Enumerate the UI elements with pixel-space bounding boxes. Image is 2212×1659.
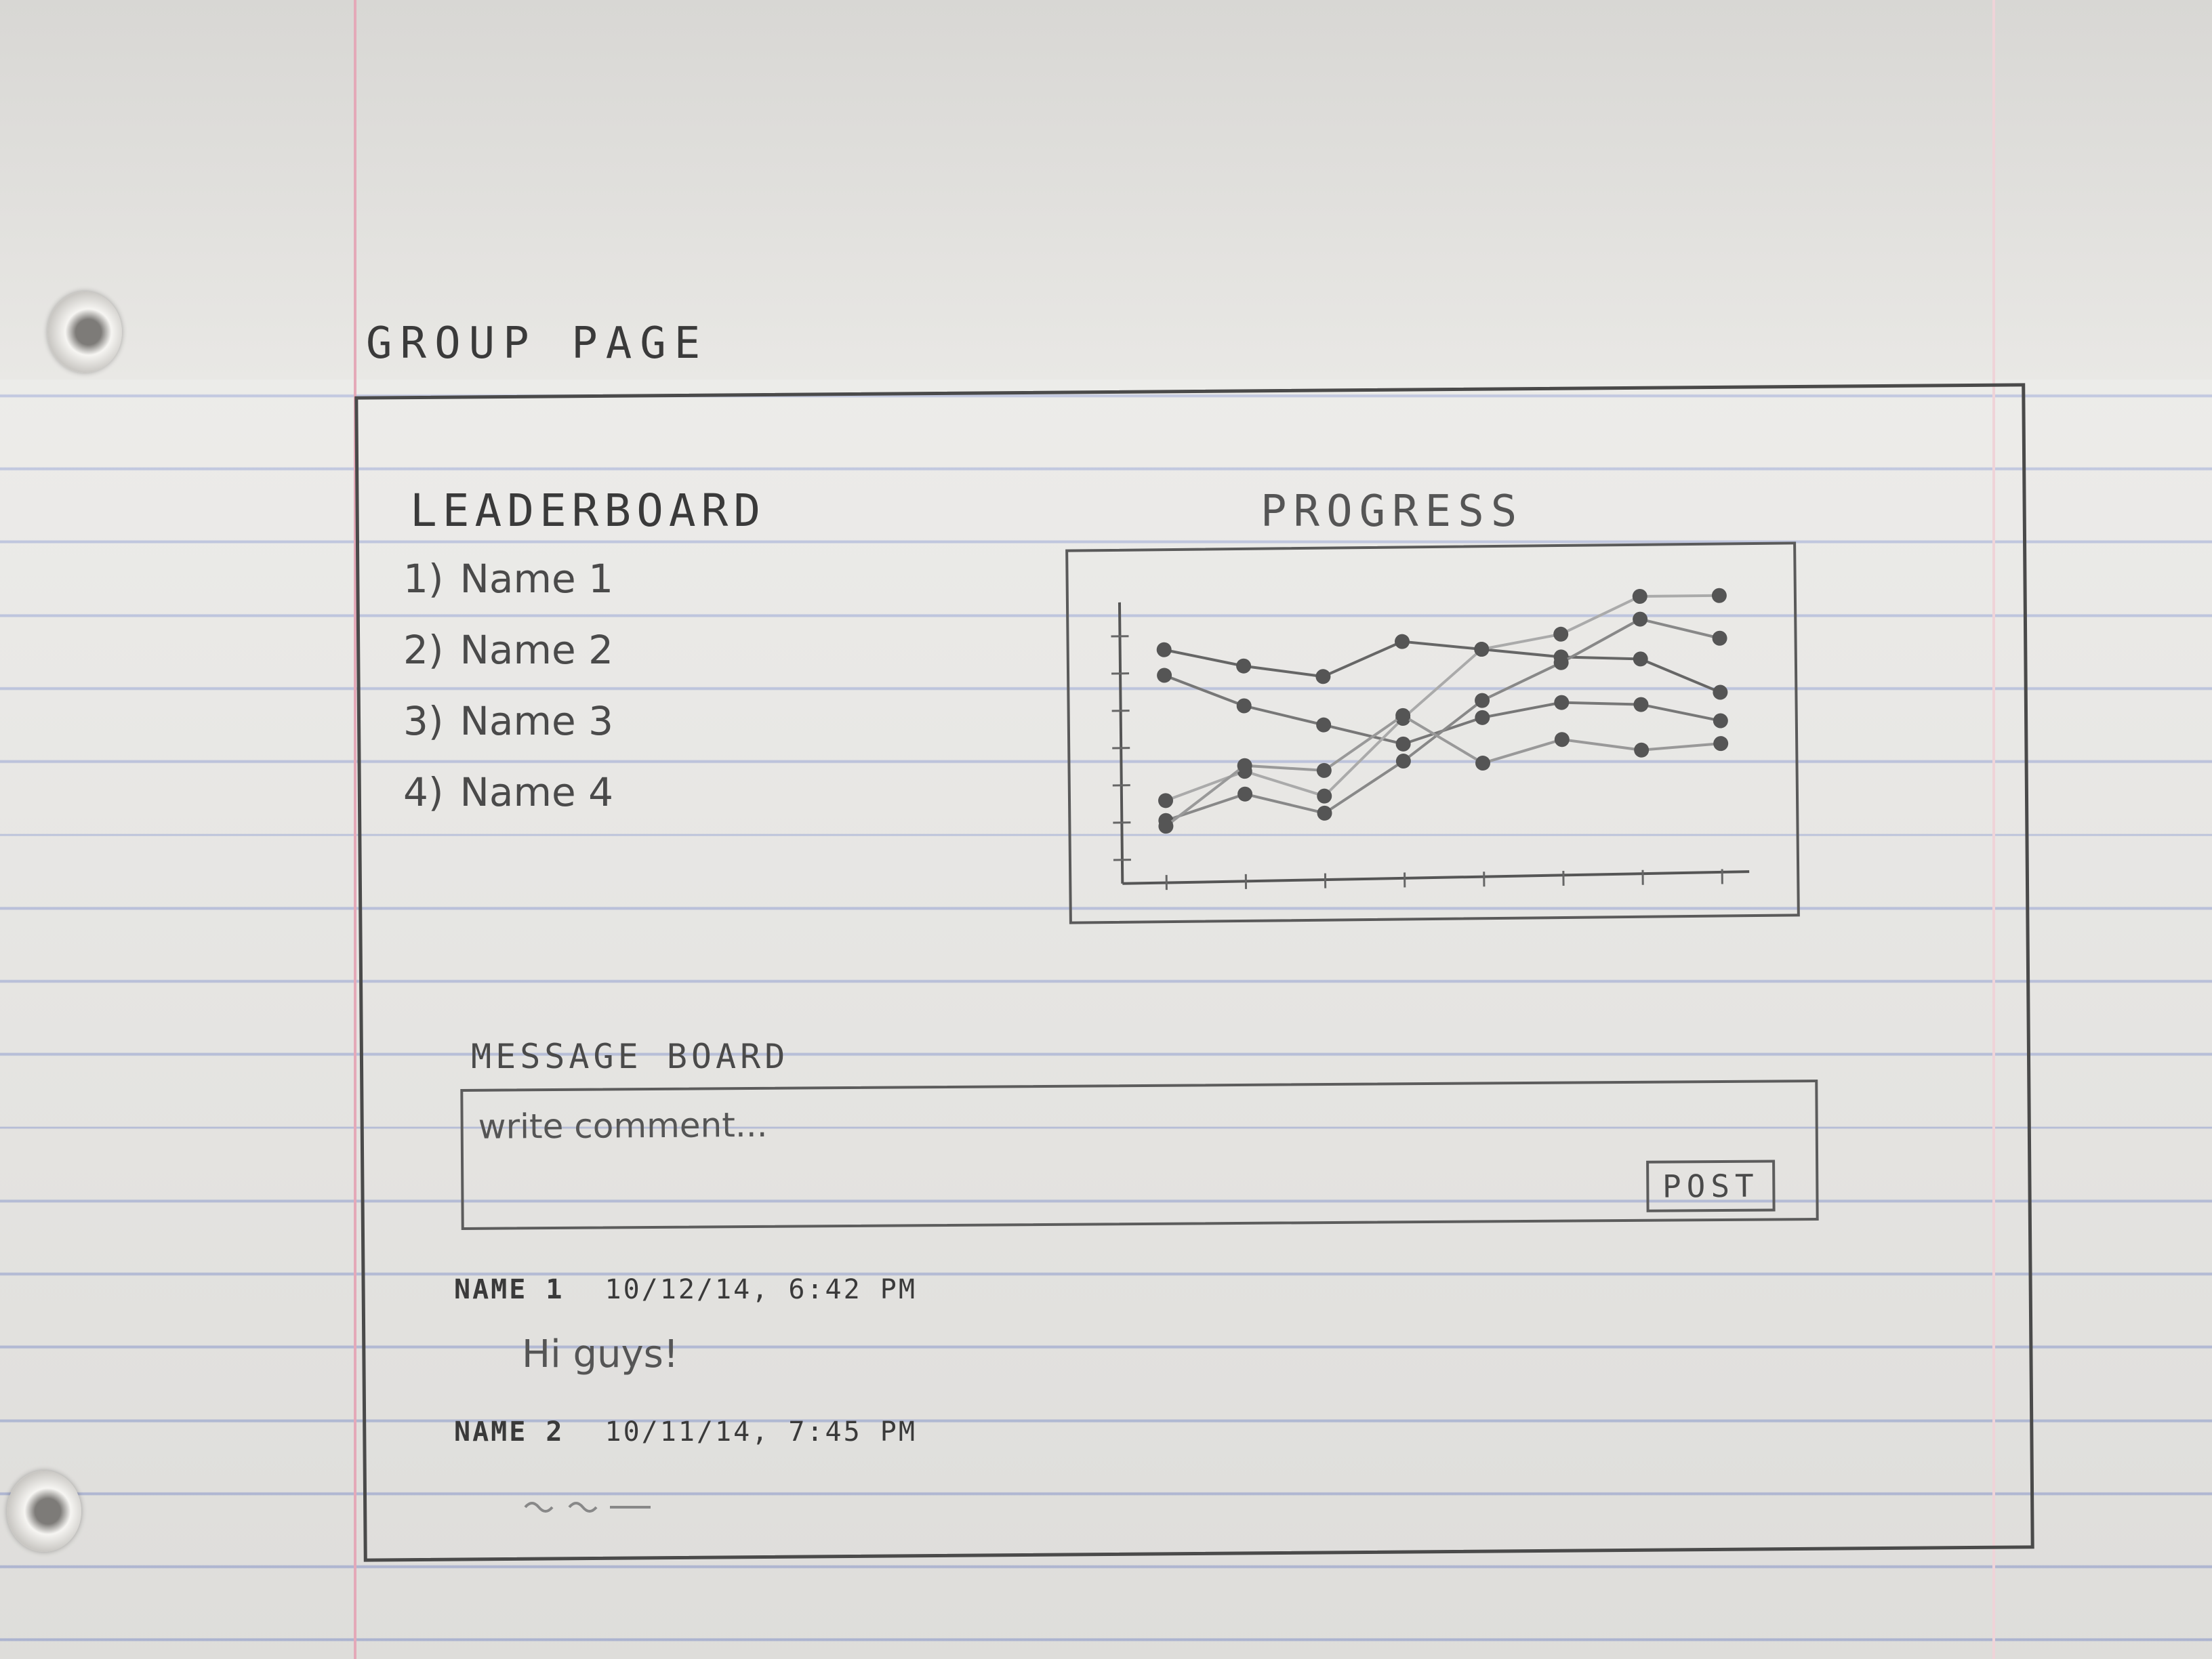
progress-chart-svg xyxy=(1068,544,1797,921)
chart-point xyxy=(1634,743,1649,758)
leaderboard-rank: 3) xyxy=(403,698,444,744)
progress-title: PROGRESS xyxy=(1261,487,1524,537)
chart-point xyxy=(1712,588,1727,603)
chart-point xyxy=(1633,651,1648,666)
paper-header-area xyxy=(0,0,2212,380)
page-title: GROUP PAGE xyxy=(366,319,709,369)
leaderboard-rank: 2) xyxy=(403,627,444,673)
message-timestamp: 10/12/14, 6:42 PM xyxy=(605,1274,917,1305)
leaderboard-item[interactable] xyxy=(403,769,613,840)
binder-hole-bottom xyxy=(7,1471,81,1552)
chart-point xyxy=(1157,668,1172,682)
message-author[interactable]: NAME 1 xyxy=(454,1274,565,1305)
leaderboard-rank: 1) xyxy=(403,556,444,602)
chart-point xyxy=(1713,736,1728,751)
chart-point xyxy=(1633,697,1648,712)
chart-point xyxy=(1157,642,1172,657)
chart-point xyxy=(1554,695,1569,710)
chart-point xyxy=(1712,631,1727,646)
leaderboard-item[interactable] xyxy=(403,556,613,627)
chart-point xyxy=(1395,634,1410,649)
chart-point xyxy=(1236,659,1251,674)
chart-point xyxy=(1713,684,1727,699)
chart-point xyxy=(1158,793,1173,808)
chart-point xyxy=(1633,611,1647,626)
chart-y-axis xyxy=(1120,602,1122,884)
progress-chart xyxy=(1065,541,1800,924)
leaderboard-name: Name 4 xyxy=(459,769,613,815)
message-timestamp: 10/11/14, 7:45 PM xyxy=(605,1416,917,1448)
chart-point xyxy=(1475,756,1490,771)
leaderboard-item[interactable] xyxy=(403,698,613,769)
margin-line-left xyxy=(354,0,356,1659)
chart-point xyxy=(1713,713,1728,728)
comment-box xyxy=(460,1080,1818,1230)
leaderboard-name: Name 3 xyxy=(459,698,613,744)
post-button[interactable]: POST xyxy=(1646,1160,1776,1212)
chart-point xyxy=(1237,698,1252,713)
message-board-title: MESSAGE BOARD xyxy=(471,1037,790,1076)
message-text: Hi guys! xyxy=(522,1332,679,1376)
leaderboard-list xyxy=(403,556,613,840)
leaderboard-title: LEADERBOARD xyxy=(410,485,766,537)
message-scribble xyxy=(522,1495,671,1515)
chart-point xyxy=(1237,787,1252,802)
message-author[interactable]: NAME 2 xyxy=(454,1416,565,1448)
leaderboard-rank: 4) xyxy=(403,769,444,815)
leaderboard-item[interactable] xyxy=(403,627,613,698)
message-item xyxy=(454,1416,917,1518)
chart-point xyxy=(1317,806,1332,821)
chart-point xyxy=(1553,627,1568,642)
leaderboard-name: Name 2 xyxy=(459,627,613,673)
chart-point xyxy=(1315,669,1330,684)
chart-point xyxy=(1555,732,1570,747)
message-item xyxy=(454,1274,917,1376)
chart-point xyxy=(1475,710,1490,725)
chart-point xyxy=(1633,589,1647,604)
binder-hole-top xyxy=(47,291,122,373)
chart-point xyxy=(1316,718,1331,733)
comment-input[interactable] xyxy=(476,1099,1563,1147)
leaderboard-name: Name 1 xyxy=(459,556,613,602)
chart-point xyxy=(1395,737,1410,752)
chart-x-axis xyxy=(1122,872,1749,884)
